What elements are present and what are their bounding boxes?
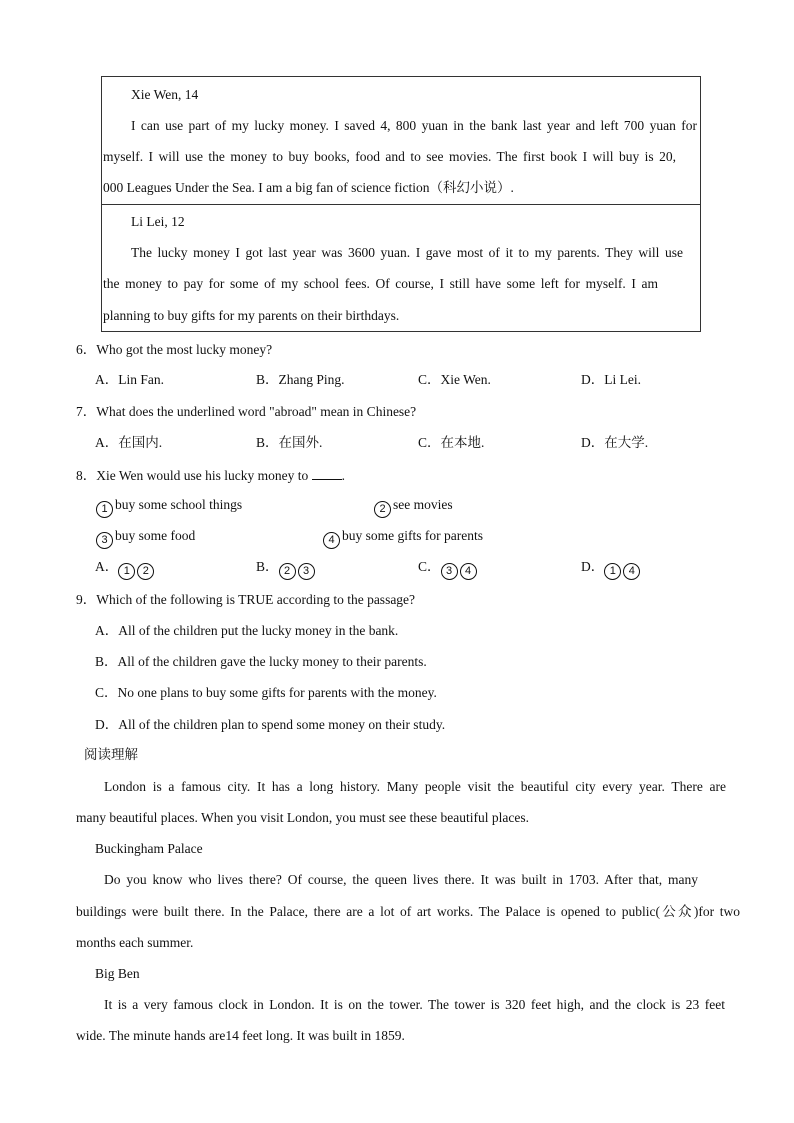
option-b [256,559,317,580]
circled-number-icon: 4 [460,563,477,580]
circled-number-icon: 4 [323,532,340,549]
entry-text-line: planning to buy gifts for my parents on their birthdays. [103,308,400,323]
entry-name: Li Lei, 12 [131,214,185,229]
option-c: C．No one plans to buy some gifts for parents with the money. [95,685,437,700]
passage-line: wide. The minute hands are14 feet long. It was built in 1859. [76,1028,405,1043]
option-d: D．在大学. [581,435,649,450]
entry-text-line: I can use part of my lucky money. I saved 4, 800 yuan in the bank last year and left 700 yuan for [131,118,697,133]
circled-number-icon: 4 [623,563,640,580]
option-b: B．Zhang Ping. [256,372,345,387]
subsection-title: Buckingham Palace [95,841,203,856]
circled-number-icon: 3 [96,532,113,549]
passage-line: London is a famous city. It has a long history. Many people visit the beautiful city every year. There are [104,779,726,794]
choice-item-text: buy some gifts for parents [342,528,483,543]
table-divider [101,204,701,205]
option-a [95,559,156,580]
option-letter: D． [581,559,605,574]
option-c: C．Xie Wen. [418,372,491,387]
question-stem: 6．Who got the most lucky money? [76,342,273,357]
entry-text-line: myself. I will use the money to buy books, food and to see movies. The first book I will buy is 20, [103,149,676,164]
option-letter: A． [95,559,119,574]
question-stem [76,467,345,484]
passage-line: It is a very famous clock in London. It is on the tower. The tower is 320 feet high, and the clock is 23 feet [104,997,725,1012]
circled-number-icon: 1 [604,563,621,580]
choice-item [96,528,195,549]
option-a: A．在国内. [95,435,163,450]
option-b: B．All of the children gave the lucky money to their parents. [95,654,427,669]
circled-number-icon: 1 [96,501,113,518]
section-heading: 阅读理解 [84,747,138,762]
passage-line: months each summer. [76,935,194,950]
choice-item [323,528,483,549]
entry-text-line: The lucky money I got last year was 3600 yuan. I gave most of it to my parents. They will use [131,245,683,260]
circled-number-icon: 2 [137,563,154,580]
passage-line: Do you know who lives there? Of course, the queen lives there. It was built in 1703. After that, many [104,872,698,887]
question-stem-text: 8．Xie Wen would use his lucky money to [76,468,309,483]
circled-number-icon: 1 [118,563,135,580]
subsection-title: Big Ben [95,966,140,981]
question-stem-end: . [341,468,346,483]
choice-item-text: see movies [393,497,453,512]
circled-number-icon: 2 [374,501,391,518]
option-a: A．All of the children put the lucky money in the bank. [95,623,399,638]
choice-item-text: buy some school things [115,497,243,512]
passage-line: many beautiful places. When you visit London, you must see these beautiful places. [76,810,530,825]
entry-text-line: 000 Leagues Under the Sea. I am a big fan of science fiction（科幻小说）. [103,180,514,195]
circled-number-icon: 3 [298,563,315,580]
option-letter: C． [418,559,441,574]
answer-blank [312,467,342,480]
entry-name: Xie Wen, 14 [131,87,199,102]
choice-item [374,497,453,518]
option-c [418,559,479,580]
choice-item-text: buy some food [115,528,196,543]
choice-item [96,497,242,518]
option-c: C．在本地. [418,435,485,450]
option-d [581,559,642,580]
circled-number-icon: 3 [441,563,458,580]
passage-line: buildings were built there. In the Palace, there are a lot of art works. The Palace is opened to public(公众)for two [76,904,740,919]
option-a: A．Lin Fan. [95,372,164,387]
option-d: D．All of the children plan to spend some money on their study. [95,717,446,732]
question-stem: 7．What does the underlined word "abroad" mean in Chinese? [76,404,417,419]
question-stem: 9．Which of the following is TRUE according to the passage? [76,592,416,607]
entry-text-line: the money to pay for some of my school fees. Of course, I still have some left for myself. I am [103,276,658,291]
option-b: B．在国外. [256,435,323,450]
circled-number-icon: 2 [279,563,296,580]
option-letter: B． [256,559,279,574]
option-d: D．Li Lei. [581,372,641,387]
